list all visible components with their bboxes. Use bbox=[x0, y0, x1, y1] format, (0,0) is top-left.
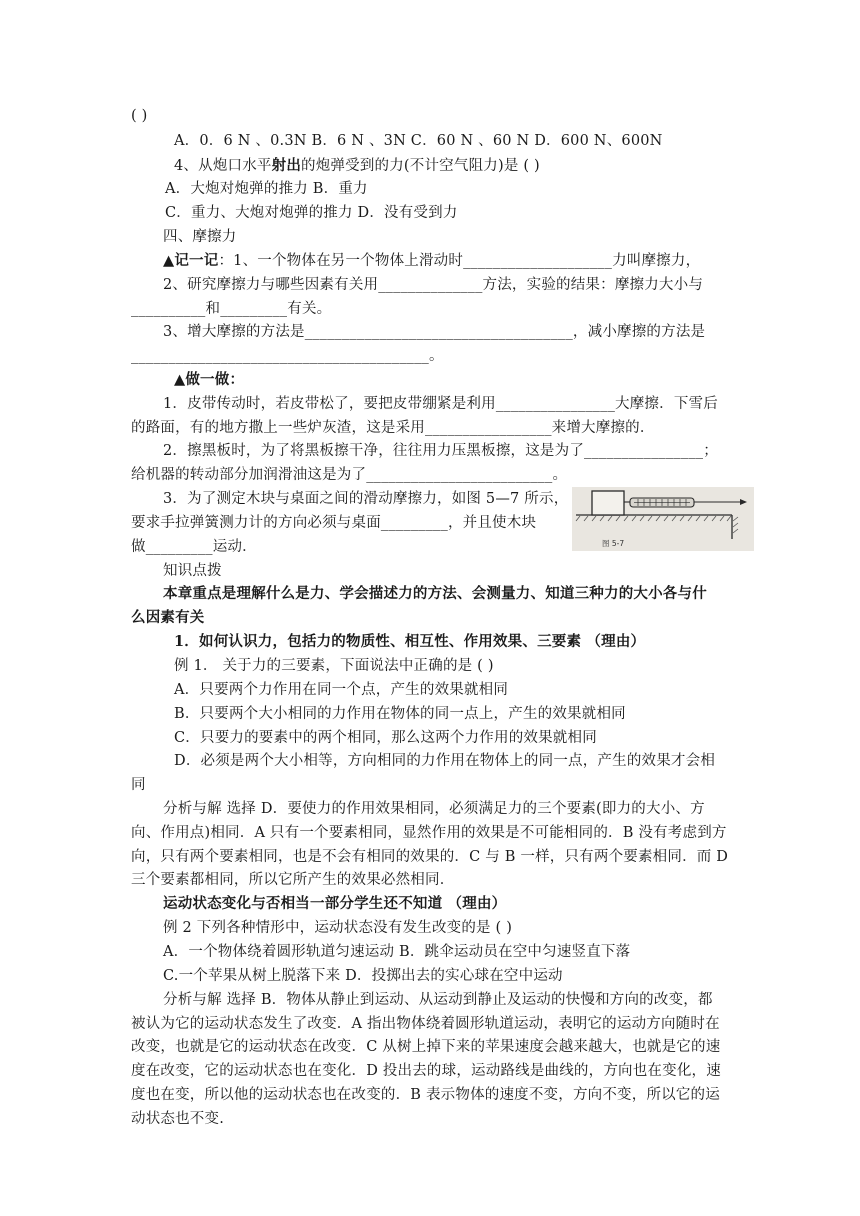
point-2-heading: 运动状态变化与否相当一部分学生还不知道 （理由） bbox=[163, 895, 507, 912]
example-2-analysis-2: 被认为它的运动状态发生了改变．A 指出物体绕着圆形轨道运动，表明它的运动方向随时在 bbox=[131, 1016, 720, 1032]
remember-label: ▲记一记 bbox=[163, 252, 219, 269]
answer-bracket: ( ) bbox=[131, 108, 148, 124]
remember-item-1-text: ：1、一个物体在另一个物体上滑动时____________________力叫摩擦力， bbox=[218, 253, 701, 269]
q4-options-cd: C．重力、大炮对炮弹的推力 D．没有受到力 bbox=[165, 205, 458, 221]
chapter-key-points: 本章重点是理解什么是力、学会描述力的方法、会测量力、知道三种力的大小各与什 bbox=[163, 585, 707, 602]
practice-3-end: 做_________运动． bbox=[131, 539, 257, 555]
remember-item-2-cont: __________和_________有关。 bbox=[131, 301, 332, 317]
practice-heading: ▲做一做： bbox=[174, 371, 245, 388]
remember-item-1 bbox=[163, 251, 700, 271]
example-1-stem: 例 1． 关于力的三要素，下面说法中正确的是 ( ) bbox=[174, 658, 494, 674]
practice-1-cont: 的路面，有的地方撒上一些炉灰渣，这是采用_________________来增大摩擦的． bbox=[131, 420, 655, 436]
example-2-stem: 例 2 下列各种情形中，运动状态没有发生改变的是 ( ) bbox=[163, 920, 513, 936]
spring-scale-diagram bbox=[572, 487, 754, 551]
example-1-option-b: B．只要两个大小相同的力作用在物体的同一点上，产生的效果就相同 bbox=[174, 706, 626, 722]
example-1-option-c: C．只要力的要素中的两个相同，那么这两个力作用的效果就相同 bbox=[174, 730, 597, 746]
figure-caption: 图 5-7 bbox=[602, 539, 625, 548]
q3-options: A．0．6 N 、0.3N B．6 N 、3N C．60 N 、60 N D．600 N、600N bbox=[174, 133, 663, 149]
practice-3-cont: 要求手拉弹簧测力计的方向必须与桌面_________，并且使木块 bbox=[131, 515, 537, 531]
example-2-analysis-5: 度也在变，所以他的运动状态也在改变的．B 表示物体的速度不变，方向不变，所以它的运 bbox=[131, 1087, 720, 1103]
knowledge-heading: 知识点拨 bbox=[163, 563, 222, 579]
practice-2: 2．擦黑板时，为了将黑板擦干净，往往用力压黑板擦，这是为了________________； bbox=[163, 443, 718, 459]
example-2-analysis-3: 改变，也就是它的运动状态在改变．C 从树上掉下来的苹果速度会越来越大，也就是它的速 bbox=[131, 1039, 721, 1055]
q4-stem-end: 的炮弹受到的力(不计空气阻力)是 ( ) bbox=[301, 158, 540, 174]
practice-1: 1．皮带传动时，若皮带松了，要把皮带绷紧是利用________________大摩擦．下雪后 bbox=[163, 396, 718, 412]
point-1-heading: 1．如何认识力，包括力的物质性、相互性、作用效果、三要素 （理由） bbox=[174, 633, 646, 650]
example-1-option-d-cont: 同 bbox=[131, 777, 146, 793]
remember-item-3-cont: ________________________________________。 bbox=[131, 348, 444, 364]
q4-options-ab: A．大炮对炮弹的推力 B．重力 bbox=[165, 181, 368, 197]
example-2-analysis: 分析与解 选择 B．物体从静止到运动、从运动到静止及运动的快慢和方向的改变，都 bbox=[163, 992, 713, 1008]
example-1-option-d: D．必须是两个大小相等，方向相同的力作用在物体上的同一点，产生的效果才会相 bbox=[174, 753, 716, 769]
section-friction-heading: 四、摩擦力 bbox=[163, 229, 237, 245]
q4-stem-start: 4、从炮口水平 bbox=[174, 158, 272, 174]
example-1-analysis-2: 向、作用点)相同．A 只有一个要素相同，显然作用的效果是不可能相同的．B 没有考虑到方 bbox=[131, 825, 727, 841]
wood-block bbox=[592, 491, 624, 515]
example-2-options-cd: C.一个苹果从树上脱落下来 D．投掷出去的实心球在空中运动 bbox=[163, 968, 563, 984]
example-1-analysis-3: 向，只有两个要素相同，也是不会有相同的效果的．C 与 B 一样，只有两个要素相同．而 D bbox=[131, 849, 729, 865]
example-2-analysis-4: 度在改变，它的运动状态也在变化．D 投出去的球，运动路线是曲线的，方向也在变化，速 bbox=[131, 1063, 721, 1079]
example-2-options-ab: A．一个物体绕着圆形轨道匀速运动 B．跳伞运动员在空中匀速竖直下落 bbox=[163, 944, 631, 960]
q4-stem-bold: 射出 bbox=[271, 157, 302, 174]
remember-item-2: 2、研究摩擦力与哪些因素有关用______________方法，实验的结果：摩擦力大小与 bbox=[163, 277, 704, 293]
practice-3: 3．为了测定木块与桌面之间的滑动摩擦力，如图 5—7 所示， bbox=[163, 491, 569, 507]
example-1-analysis: 分析与解 选择 D．要使力的作用效果相同，必须满足力的三个要素(即力的大小、方 bbox=[163, 801, 705, 817]
example-2-analysis-6: 动状态也不变. bbox=[131, 1111, 225, 1127]
chapter-key-points-cont: 么因素有关 bbox=[131, 609, 205, 626]
example-1-analysis-4: 三个要素都相同，所以它所产生的效果必然相同． bbox=[131, 872, 455, 888]
example-1-option-a: A．只要两个力作用在同一个点，产生的效果就相同 bbox=[174, 682, 509, 698]
pull-arrow-icon bbox=[740, 499, 747, 505]
q4-stem bbox=[174, 156, 540, 176]
remember-item-3: 3、增大摩擦的方法是____________________________________，减小摩擦的方法是 bbox=[163, 324, 706, 340]
figure-5-7 bbox=[572, 487, 754, 551]
practice-2-cont: 给机器的转动部分加润滑油这是为了_________________________。 bbox=[131, 467, 568, 483]
